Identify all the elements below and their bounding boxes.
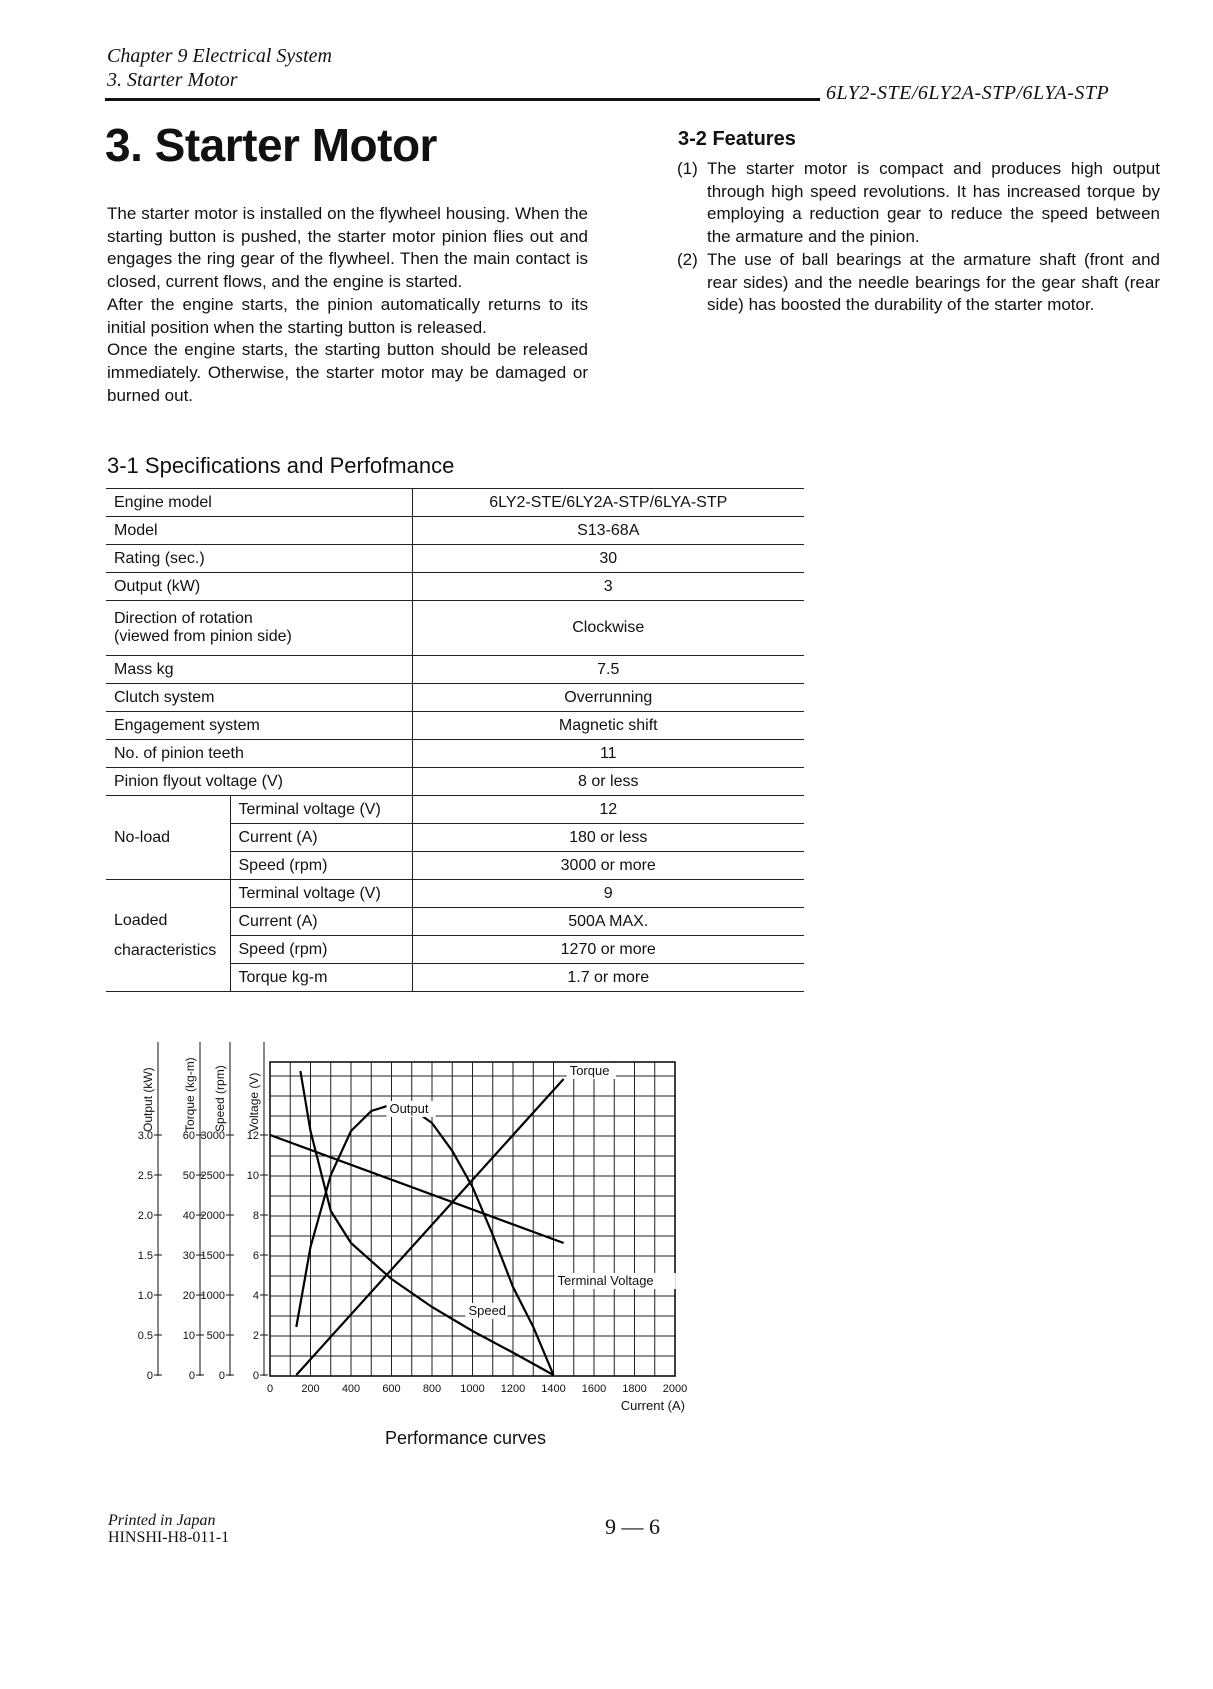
y-tick-label: 1500	[200, 1250, 225, 1262]
x-tick-label: 600	[382, 1383, 401, 1395]
y-tick-label: 50	[182, 1170, 195, 1182]
table-row: Current (A) 500A MAX.	[106, 908, 804, 936]
table-row: Engagement system Magnetic shift	[106, 712, 804, 740]
table-row: Model S13-68A	[106, 517, 804, 545]
features-heading: 3-2 Features	[678, 128, 796, 150]
x-tick-label: 1800	[622, 1383, 647, 1395]
chart-caption: Performance curves	[385, 1428, 547, 1448]
y-tick-label: 4	[252, 1290, 259, 1302]
x-axis-label: Current (A)	[620, 1398, 685, 1413]
table-row: Direction of rotation (viewed from pinion side) Clockwise	[106, 601, 804, 656]
y-tick-label: 10	[246, 1170, 259, 1182]
features-list	[677, 158, 1160, 317]
y-tick-label: 8	[252, 1210, 259, 1222]
table-row: Loaded characteristics Terminal voltage (V) 9	[106, 880, 804, 908]
y-tick-label: 2500	[200, 1170, 225, 1182]
y-tick-label: 10	[182, 1330, 195, 1342]
y-tick-label: 2000	[200, 1210, 225, 1222]
engine-models-header: 6LY2-STE/6LY2A-STP/6LYA-STP	[826, 82, 1110, 104]
table-row: Pinion flyout voltage (V) 8 or less	[106, 768, 804, 796]
section-title: 3. Starter Motor	[107, 69, 238, 91]
intro-text	[107, 203, 588, 407]
noload-group: No-load	[106, 796, 230, 880]
x-tick-label: 1600	[581, 1383, 607, 1395]
output-curve	[296, 1105, 553, 1375]
table-row: Engine model 6LY2-STE/6LY2A-STP/6LYA-STP	[106, 489, 804, 517]
y-tick-label: 1000	[200, 1290, 225, 1302]
y-tick-label: 12	[246, 1130, 259, 1142]
printed-in: Printed in Japan	[108, 1512, 216, 1529]
x-tick-label: 1000	[460, 1383, 485, 1395]
y-tick-label: 30	[182, 1250, 195, 1262]
voltage-curve	[270, 1135, 564, 1243]
table-row: No. of pinion teeth 11	[106, 740, 804, 768]
chapter-title: Chapter 9 Electrical System	[107, 45, 332, 67]
table-row: Speed (rpm) 3000 or more	[106, 852, 804, 880]
running-header	[107, 44, 332, 92]
loaded-group: Loaded characteristics	[106, 880, 230, 992]
page-number: 9 — 6	[605, 1514, 660, 1539]
specs-table	[106, 488, 804, 992]
y-axis-label: Output (kW)	[141, 1067, 155, 1132]
y-tick-label: 1.5	[137, 1250, 153, 1262]
voltage-label: Terminal Voltage	[557, 1273, 654, 1288]
y-tick-label: 2.0	[137, 1210, 153, 1222]
y-tick-label: 60	[182, 1130, 195, 1142]
feature-item: (2) The use of ball bearings at the armature shaft (front and rear sides) and the needle bearings for the gear shaft (rear side) has boosted the durability of the starter motor.	[677, 249, 1160, 315]
y-tick-label: 1.0	[137, 1290, 153, 1302]
intro-paragraph: Once the engine starts, the starting button should be released immediately. Otherwise, the starter motor may be damaged or burned out.	[107, 340, 588, 405]
y-tick-label: 0	[252, 1370, 259, 1382]
y-tick-label: 2	[252, 1330, 259, 1342]
table-row: Output (kW) 3	[106, 573, 804, 601]
x-tick-label: 0	[266, 1383, 274, 1395]
header-rule	[105, 98, 820, 101]
x-tick-label: 1400	[541, 1383, 566, 1395]
y-tick-label: 3000	[200, 1130, 225, 1142]
feature-item: (1) The starter motor is compact and produces high output through high speed revolutions. It has increased torque by employing a reduction gear to reduce the speed between the armature and the pinion.	[677, 159, 1160, 247]
y-axis-label: Torque (kg-m)	[183, 1057, 197, 1132]
y-tick-label: 6	[252, 1250, 259, 1262]
speed-label: Speed	[468, 1303, 507, 1318]
footer	[108, 1512, 229, 1546]
x-tick-label: 1200	[500, 1383, 526, 1395]
torque-curve	[296, 1079, 563, 1375]
intro-paragraph: After the engine starts, the pinion automatically returns to its initial position when the starting button is released.	[107, 294, 588, 337]
y-tick-label: 3.0	[137, 1130, 153, 1142]
y-tick-label: 0	[146, 1370, 153, 1382]
table-row: Current (A) 180 or less	[106, 824, 804, 852]
y-tick-label: 500	[206, 1330, 225, 1342]
y-tick-label: 0.5	[137, 1330, 153, 1342]
x-tick-label: 2000	[662, 1383, 688, 1395]
y-tick-label: 20	[182, 1290, 195, 1302]
table-row: Torque kg-m 1.7 or more	[106, 964, 804, 992]
y-axis-label: Voltage (V)	[247, 1072, 261, 1132]
y-tick-label: 40	[182, 1210, 195, 1222]
doc-code: HINSHI-H8-011-1	[108, 1529, 230, 1546]
x-tick-label: 400	[341, 1383, 361, 1395]
x-tick-label: 200	[301, 1383, 320, 1395]
page-title: 3. Starter Motor	[105, 119, 437, 171]
intro-paragraph: The starter motor is installed on the flywheel housing. When the starting button is pushed, the starter motor pinion flies out and engages the ring gear of the flywheel. Then the main contact is closed, current flows, and the engine is started.	[107, 204, 588, 292]
table-row: Clutch system Overrunning	[106, 684, 804, 712]
torque-label: Torque	[569, 1063, 610, 1078]
y-tick-label: 0	[188, 1370, 195, 1382]
specs-heading: 3-1 Specifications and Perfofmance	[107, 453, 455, 478]
table-row: No-load Terminal voltage (V) 12	[106, 796, 804, 824]
table-row: Speed (rpm) 1270 or more	[106, 936, 804, 964]
table-row: Rating (sec.) 30	[106, 545, 804, 573]
table-row: Mass kg 7.5	[106, 656, 804, 684]
y-tick-label: 0	[218, 1370, 225, 1382]
output-label: Output	[389, 1101, 429, 1116]
y-axis-label: Speed (rpm)	[213, 1065, 227, 1132]
performance-chart	[130, 1040, 710, 1430]
x-tick-label: 800	[422, 1383, 442, 1395]
y-tick-label: 2.5	[137, 1170, 153, 1182]
